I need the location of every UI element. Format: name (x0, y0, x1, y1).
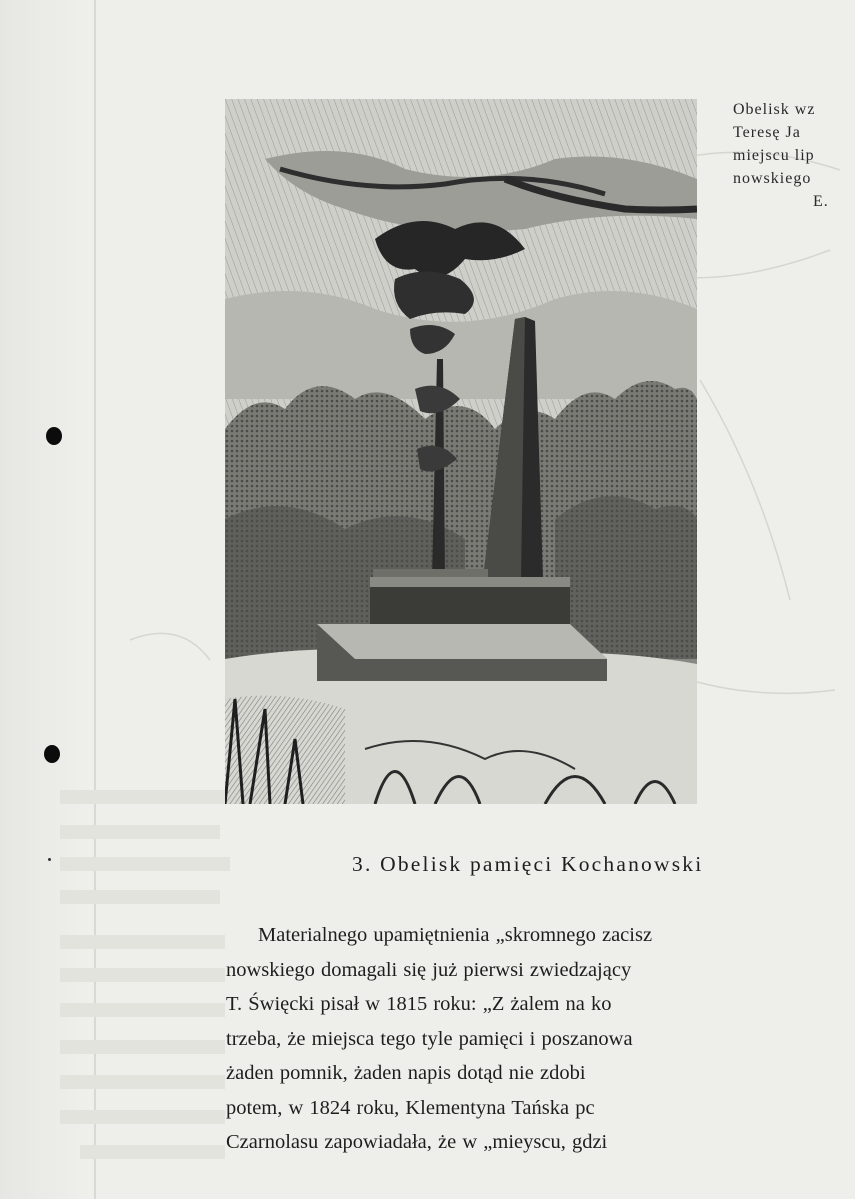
body-line: Materialnego upamiętnienia „skromnego zacisz (258, 924, 653, 946)
side-caption-line: nowskiego (733, 170, 812, 187)
side-caption-author: E. (813, 193, 829, 210)
body-line: nowskiego domagali się już pierwsi zwiedzający (226, 958, 632, 981)
body-line: potem, w 1824 roku, Klementyna Tańska pc (226, 1096, 595, 1119)
engraving-drawing (225, 99, 697, 804)
figure-title: 3. Obelisk pamięci Kochanowski (352, 852, 704, 876)
body-line: T. Święcki pisał w 1815 roku: „Z żalem na ko (226, 993, 612, 1015)
side-caption-line: Obelisk wz (733, 101, 816, 118)
body-paragraph (226, 918, 846, 1160)
obelisk-engraving-image (225, 99, 697, 804)
body-line: Czarnolasu zapowiadała, że w „mieyscu, gdzi (226, 1131, 608, 1153)
side-caption-line: miejscu lip (733, 147, 815, 164)
body-line: żaden pomnik, żaden napis dotąd nie zdobi (226, 1062, 586, 1084)
side-caption-line: Teresę Ja (733, 124, 801, 141)
side-caption (733, 98, 845, 213)
body-line: trzeba, że miejsca tego tyle pamięci i poszanowa (226, 1027, 633, 1050)
